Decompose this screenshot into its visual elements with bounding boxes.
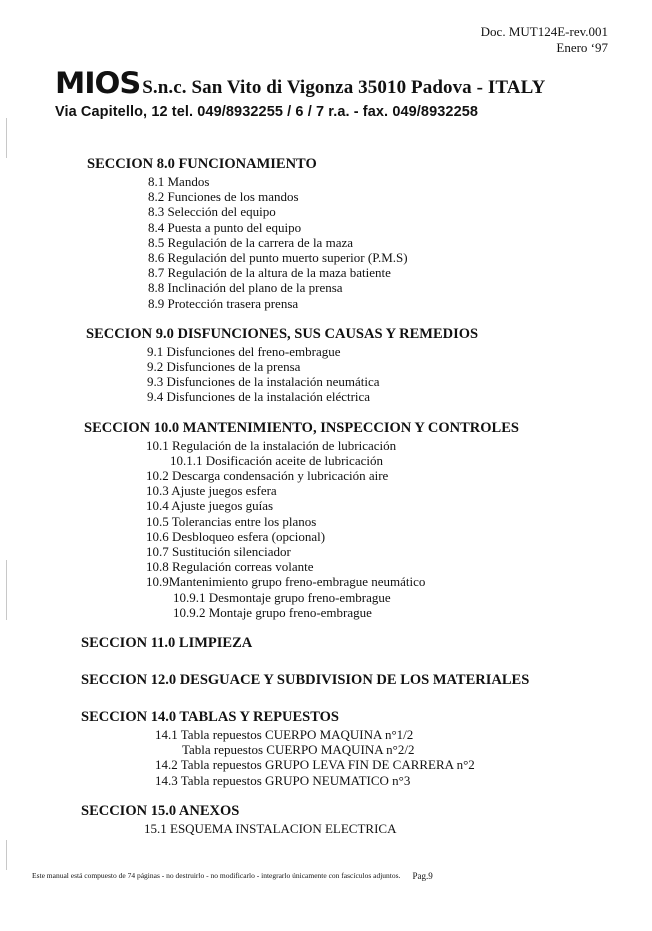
page-footer: [32, 871, 632, 881]
company-name-line: [55, 66, 545, 100]
section-title: SECCION 12.0 DESGUACE Y SUBDIVISION DE LOS MATERIALES: [81, 672, 530, 689]
list-item: 8.5 Regulación de la carrera de la maza: [148, 234, 353, 250]
doc-code: Doc. MUT124E-rev.001: [480, 24, 608, 39]
list-item: 10.2 Descarga condensación y lubricación aire: [146, 468, 389, 484]
section-12: [0, 671, 652, 690]
list-item: 10.3 Ajuste juegos esfera: [146, 483, 277, 499]
section-15: [0, 802, 652, 836]
list-item: 8.1 Mandos: [148, 174, 210, 189]
doc-date: Enero ‘97: [556, 40, 608, 55]
section-11: [0, 634, 652, 653]
list-item: 8.3 Selección del equipo: [148, 204, 276, 220]
section-10: [0, 419, 652, 620]
list-item: 9.3 Disfunciones de la instalación neumática: [147, 374, 380, 390]
list-item: 15.1 ESQUEMA INSTALACION ELECTRICA: [144, 820, 397, 836]
list-item: 8.9 Protección trasera prensa: [148, 295, 299, 311]
list-item: 10.1.1 Dosificación aceite de lubricación: [170, 452, 383, 468]
list-item: 8.4 Puesta a punto del equipo: [148, 219, 302, 235]
scan-edge-mark: [6, 560, 7, 620]
company-logo: MIOS: [55, 66, 141, 100]
list-item: 10.1 Regulación de la instalación de lubricación: [146, 437, 397, 453]
section-title: SECCION 14.0 TABLAS Y REPUESTOS: [81, 709, 339, 726]
page-number: Pag.9: [412, 871, 433, 881]
list-item: 10.4 Ajuste juegos guías: [146, 498, 274, 514]
list-item: 10.8 Regulación correas volante: [146, 559, 314, 575]
section-title: SECCION 11.0 LIMPIEZA: [81, 635, 253, 652]
section-9: [0, 325, 652, 405]
company-address: Via Capitello, 12 tel. 049/8932255 / 6 / 7 r.a. - fax. 049/8932258: [55, 104, 479, 120]
list-item: 10.9.2 Montaje grupo freno-embrague: [173, 604, 372, 620]
list-item: 8.2 Funciones de los mandos: [148, 189, 299, 205]
list-item: 10.7 Sustitución silenciador: [146, 544, 291, 560]
list-item: 10.6 Desbloqueo esfera (opcional): [146, 528, 326, 544]
section-title: SECCION 10.0 MANTENIMIENTO, INSPECCION Y CONTROLES: [84, 419, 519, 436]
table-of-contents: [0, 155, 652, 850]
list-item: 9.4 Disfunciones de la instalación eléctrica: [147, 389, 371, 405]
section-title: SECCION 8.0 FUNCIONAMIENTO: [87, 156, 317, 172]
list-item: 10.9.1 Desmontaje grupo freno-embrague: [173, 589, 391, 605]
list-item: 8.6 Regulación del punto muerto superior (P.M.S): [148, 250, 408, 266]
section-14: [0, 708, 652, 788]
section-title: SECCION 15.0 ANEXOS: [81, 802, 240, 819]
footer-note: Este manual está compuesto de 74 páginas - no destruirlo - no modificarlo - integrarlo únicamente con fascículos adjuntos.: [32, 871, 401, 880]
list-item: 14.1 Tabla repuestos CUERPO MAQUINA n°1/2: [155, 727, 414, 743]
list-item: 8.7 Regulación de la altura de la maza batiente: [148, 265, 391, 281]
section-title: SECCION 9.0 DISFUNCIONES, SUS CAUSAS Y REMEDIOS: [86, 325, 479, 342]
scan-edge-mark: [6, 840, 7, 870]
section-8: [0, 155, 652, 311]
scan-edge-mark: [6, 118, 7, 158]
list-item: 10.5 Tolerancias entre los planos: [146, 513, 317, 529]
list-item: 14.3 Tabla repuestos GRUPO NEUMATICO n°3: [155, 772, 411, 788]
list-item: 14.2 Tabla repuestos GRUPO LEVA FIN DE CARRERA n°2: [155, 757, 475, 773]
list-item: Tabla repuestos CUERPO MAQUINA n°2/2: [182, 742, 415, 758]
list-item: 8.8 Inclinación del plano de la prensa: [148, 280, 343, 296]
company-name: S.n.c. San Vito di Vigonza 35010 Padova - ITALY: [142, 77, 546, 98]
document-reference: [481, 24, 608, 56]
company-header: [55, 66, 545, 120]
list-item: 9.1 Disfunciones del freno-embrague: [147, 343, 341, 359]
list-item: 10.9Mantenimiento grupo freno-embrague neumático: [146, 574, 426, 590]
list-item: 9.2 Disfunciones de la prensa: [147, 359, 301, 375]
